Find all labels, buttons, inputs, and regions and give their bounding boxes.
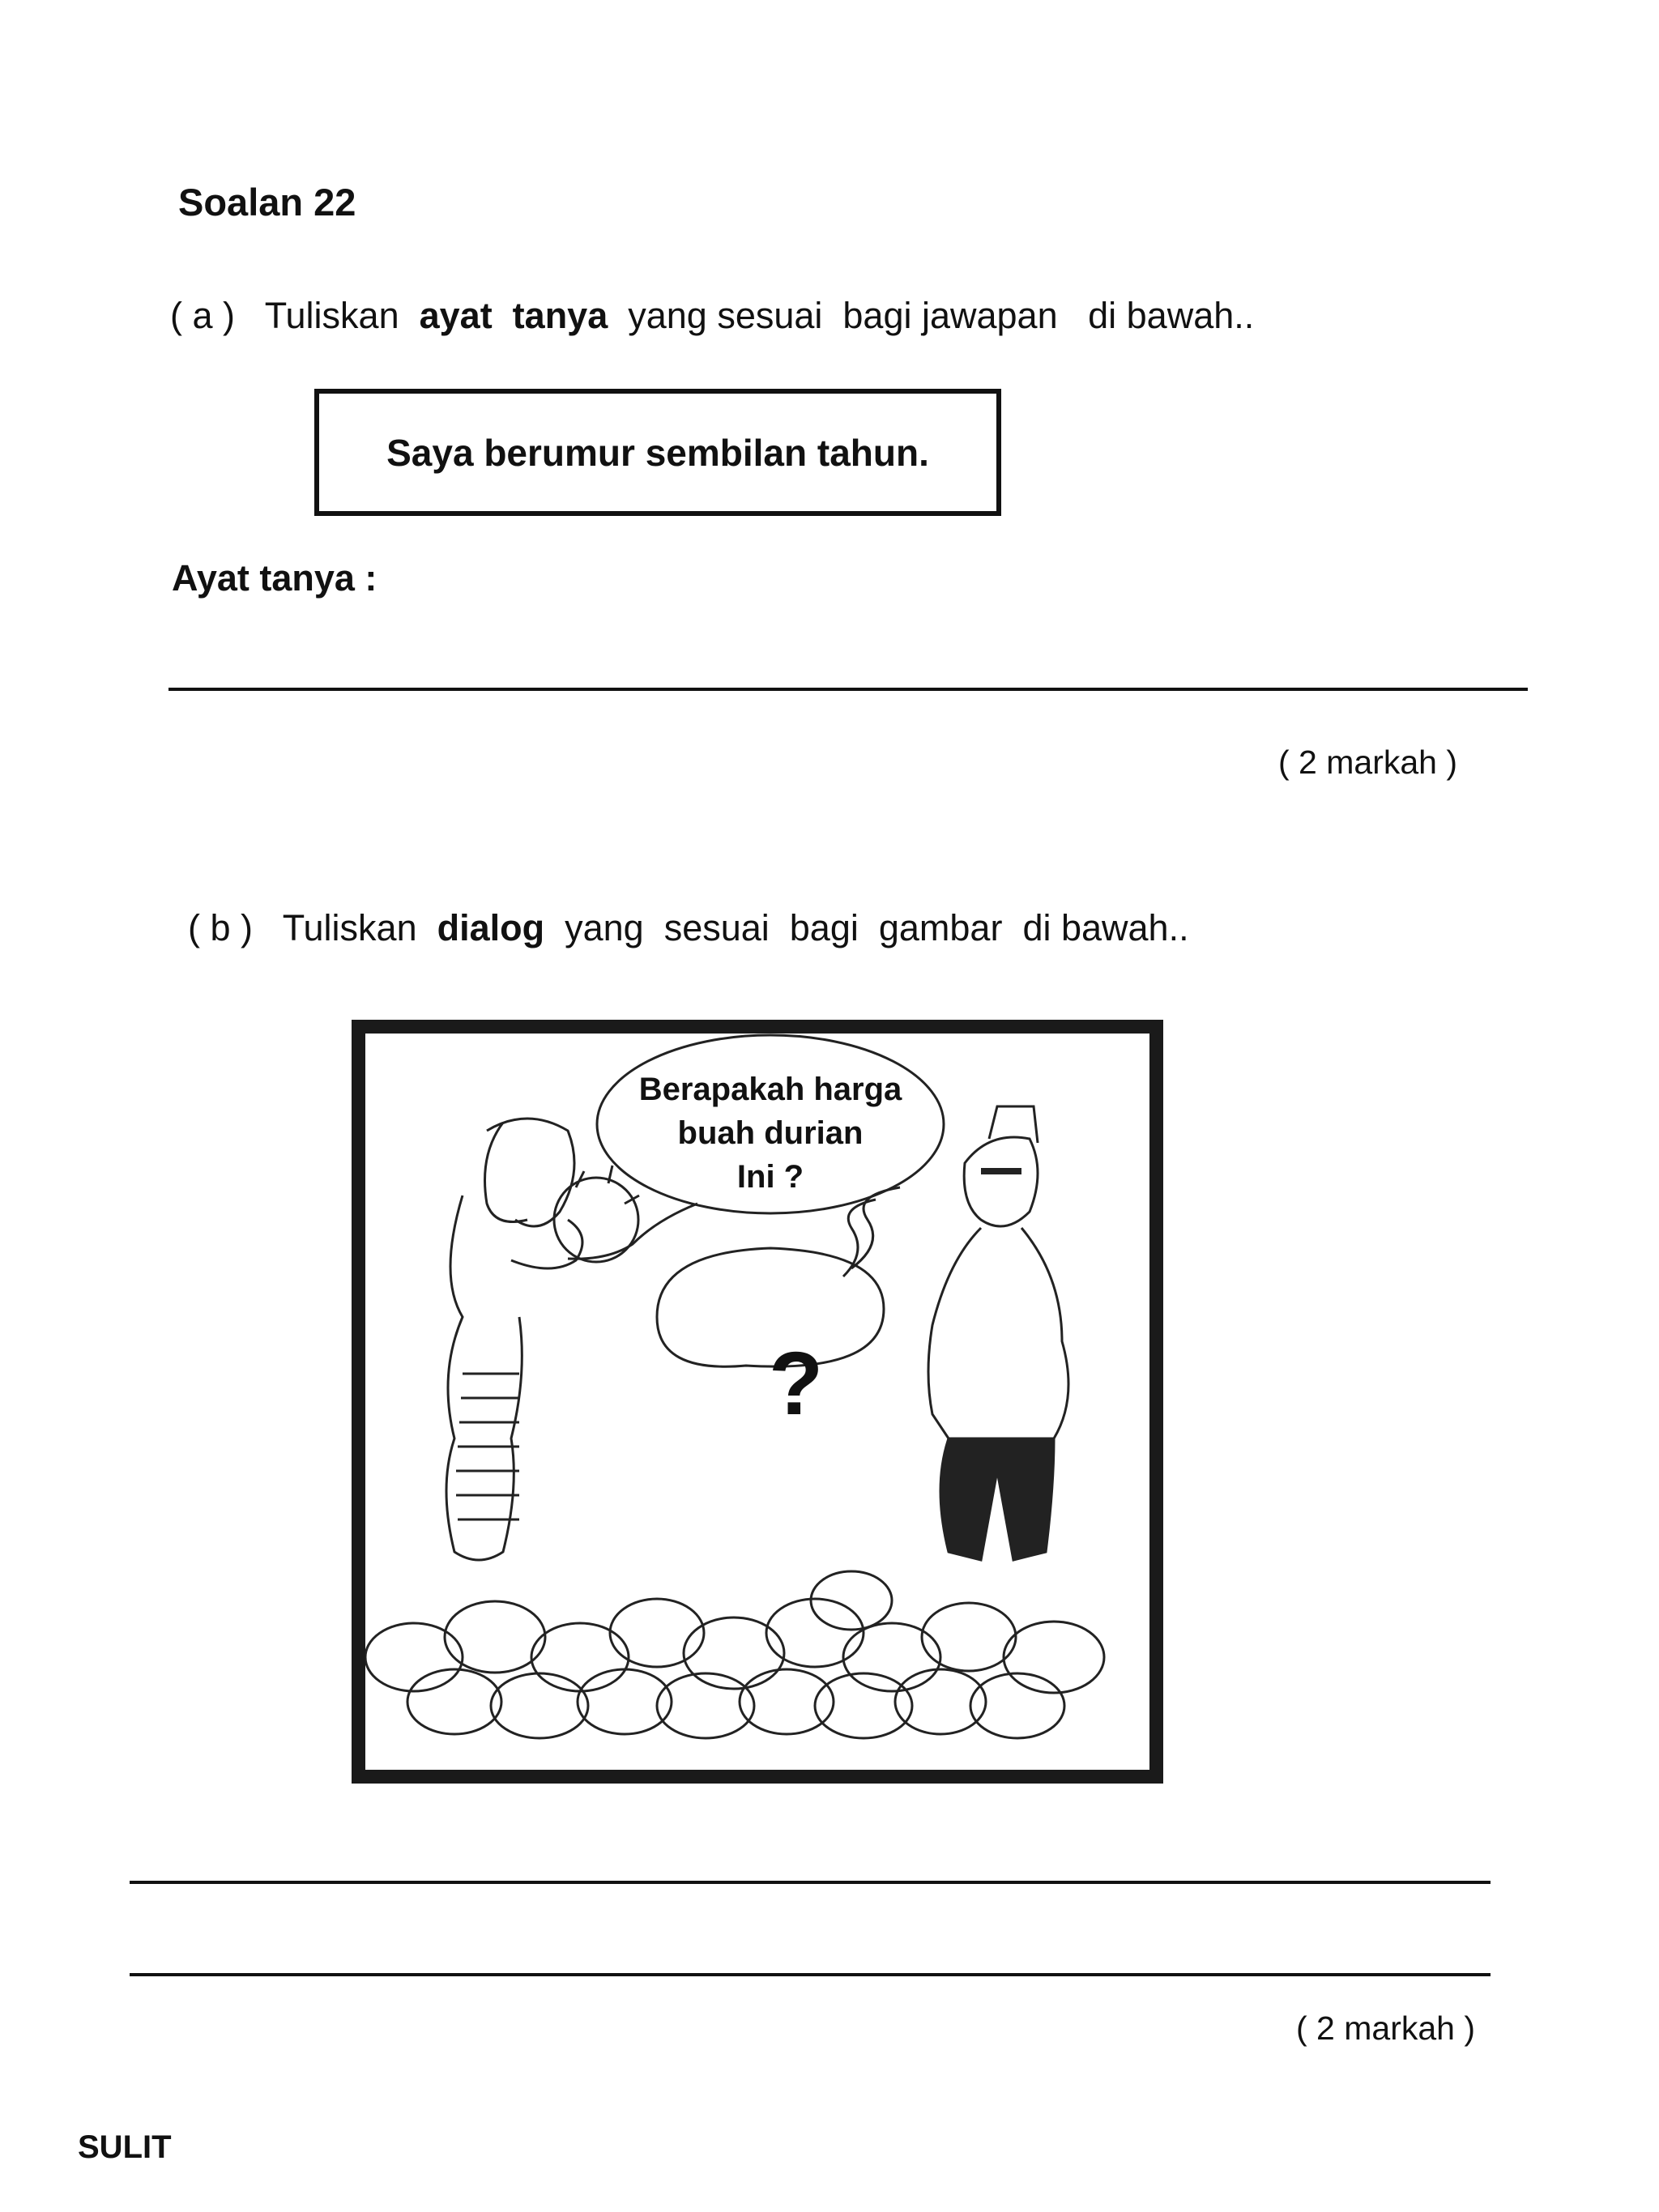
answer-line-a[interactable] [168,688,1528,691]
woman-figure [446,1119,639,1560]
comic-illustration [352,1020,1163,1784]
question-label: Ayat tanya : [172,557,377,599]
part-a-instruction [170,295,1254,337]
part-b-prefix: ( b ) Tuliskan [188,907,437,948]
answer-line-b2[interactable] [130,1973,1491,1976]
part-a-suffix: yang sesuai bagi jawapan di bawah.. [608,295,1255,336]
durian-held [554,1178,638,1262]
part-b-keyword: dialog [437,907,545,948]
part-b-instruction [188,907,1189,949]
part-a-prefix: ( a ) Tuliskan [170,295,420,336]
part-b-suffix: yang sesuai bagi gambar di bawah.. [544,907,1189,948]
question-title: Soalan 22 [178,181,356,224]
durian-pile [365,1571,1104,1738]
speech-line-2: buah durian [677,1115,864,1151]
speech-line-3: Ini ? [736,1159,804,1195]
speech-line-1: Berapakah harga [638,1072,902,1107]
marks-b: ( 2 markah ) [1296,2010,1475,2047]
man-figure [928,1106,1068,1560]
reply-question-mark: ? [769,1334,824,1434]
speech-tail [568,1204,697,1259]
answer-line-b1[interactable] [130,1881,1491,1884]
given-answer-box [314,389,1001,516]
part-a-keyword: ayat tanya [419,295,608,336]
classification-label: SULIT [78,2129,172,2165]
marks-a: ( 2 markah ) [1278,744,1457,781]
given-answer-text: Saya berumur sembilan tahun. [386,431,929,474]
speech-bubble-text [633,1068,908,1199]
